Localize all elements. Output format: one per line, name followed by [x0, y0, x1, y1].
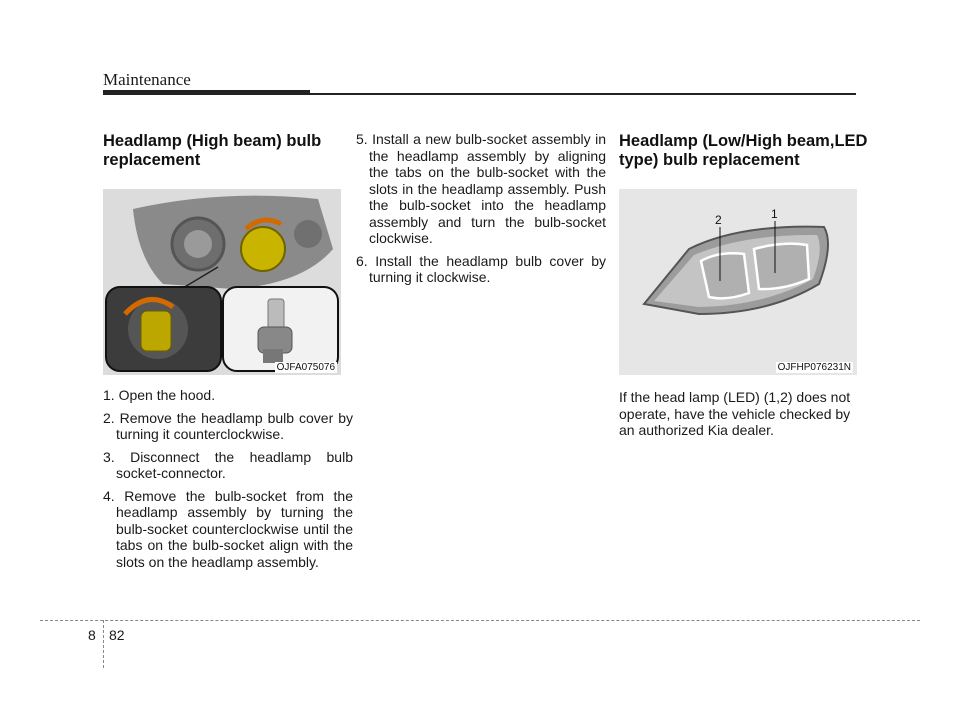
page-number: 82 [109, 627, 125, 643]
header-rule-accent [103, 90, 310, 95]
step-item: 2. Remove the headlamp bulb cover by turning it counterclockwise. [103, 409, 353, 442]
step-item: 4. Remove the bulb-socket from the headlamp assembly by turning the bulb-socket counterclockwise until the tabs on the bulb-socket align with the slots on the headlamp assembly. [103, 487, 353, 570]
headlamp-assembly-illustration [103, 189, 341, 375]
led-note: If the head lamp (LED) (1,2) does not operate, have the vehicle checked by an authorized Kia dealer. [619, 389, 851, 438]
step-item: 3. Disconnect the headlamp bulb socket-connector. [103, 448, 353, 481]
led-headlamp-figure [619, 189, 857, 375]
callout-1: 1 [771, 207, 778, 221]
footer-vertical-divider [103, 620, 104, 668]
left-column [103, 132, 353, 576]
page-header-title: Maintenance [103, 70, 191, 89]
figure-caption: OJFHP076231N [777, 362, 851, 373]
section-heading-led: Headlamp (Low/High beam,LED type) bulb replacement [619, 132, 868, 169]
section-heading-high-beam: Headlamp (High beam) bulb replacement [103, 132, 322, 169]
middle-column [356, 131, 606, 292]
high-beam-steps-continued [356, 131, 606, 286]
led-headlamp-illustration [619, 189, 857, 375]
right-column [619, 132, 869, 439]
chapter-number: 8 [88, 627, 96, 643]
step-item: 5. Install a new bulb-socket assembly in the headlamp assembly by aligning the tabs on the bulb-socket with the slots in the headlamp assembly. Push the bulb-socket into the headlamp assembly and turn the bulb-socket clockwise. [356, 131, 606, 246]
high-beam-figure [103, 189, 341, 375]
figure-caption: OJFA075076 [276, 362, 335, 373]
high-beam-steps-list [103, 387, 353, 570]
callout-2: 2 [715, 213, 722, 227]
footer-divider [40, 620, 920, 621]
step-item: 1. Open the hood. [103, 387, 216, 403]
step-item: 6. Install the headlamp bulb cover by turning it clockwise. [356, 252, 606, 285]
